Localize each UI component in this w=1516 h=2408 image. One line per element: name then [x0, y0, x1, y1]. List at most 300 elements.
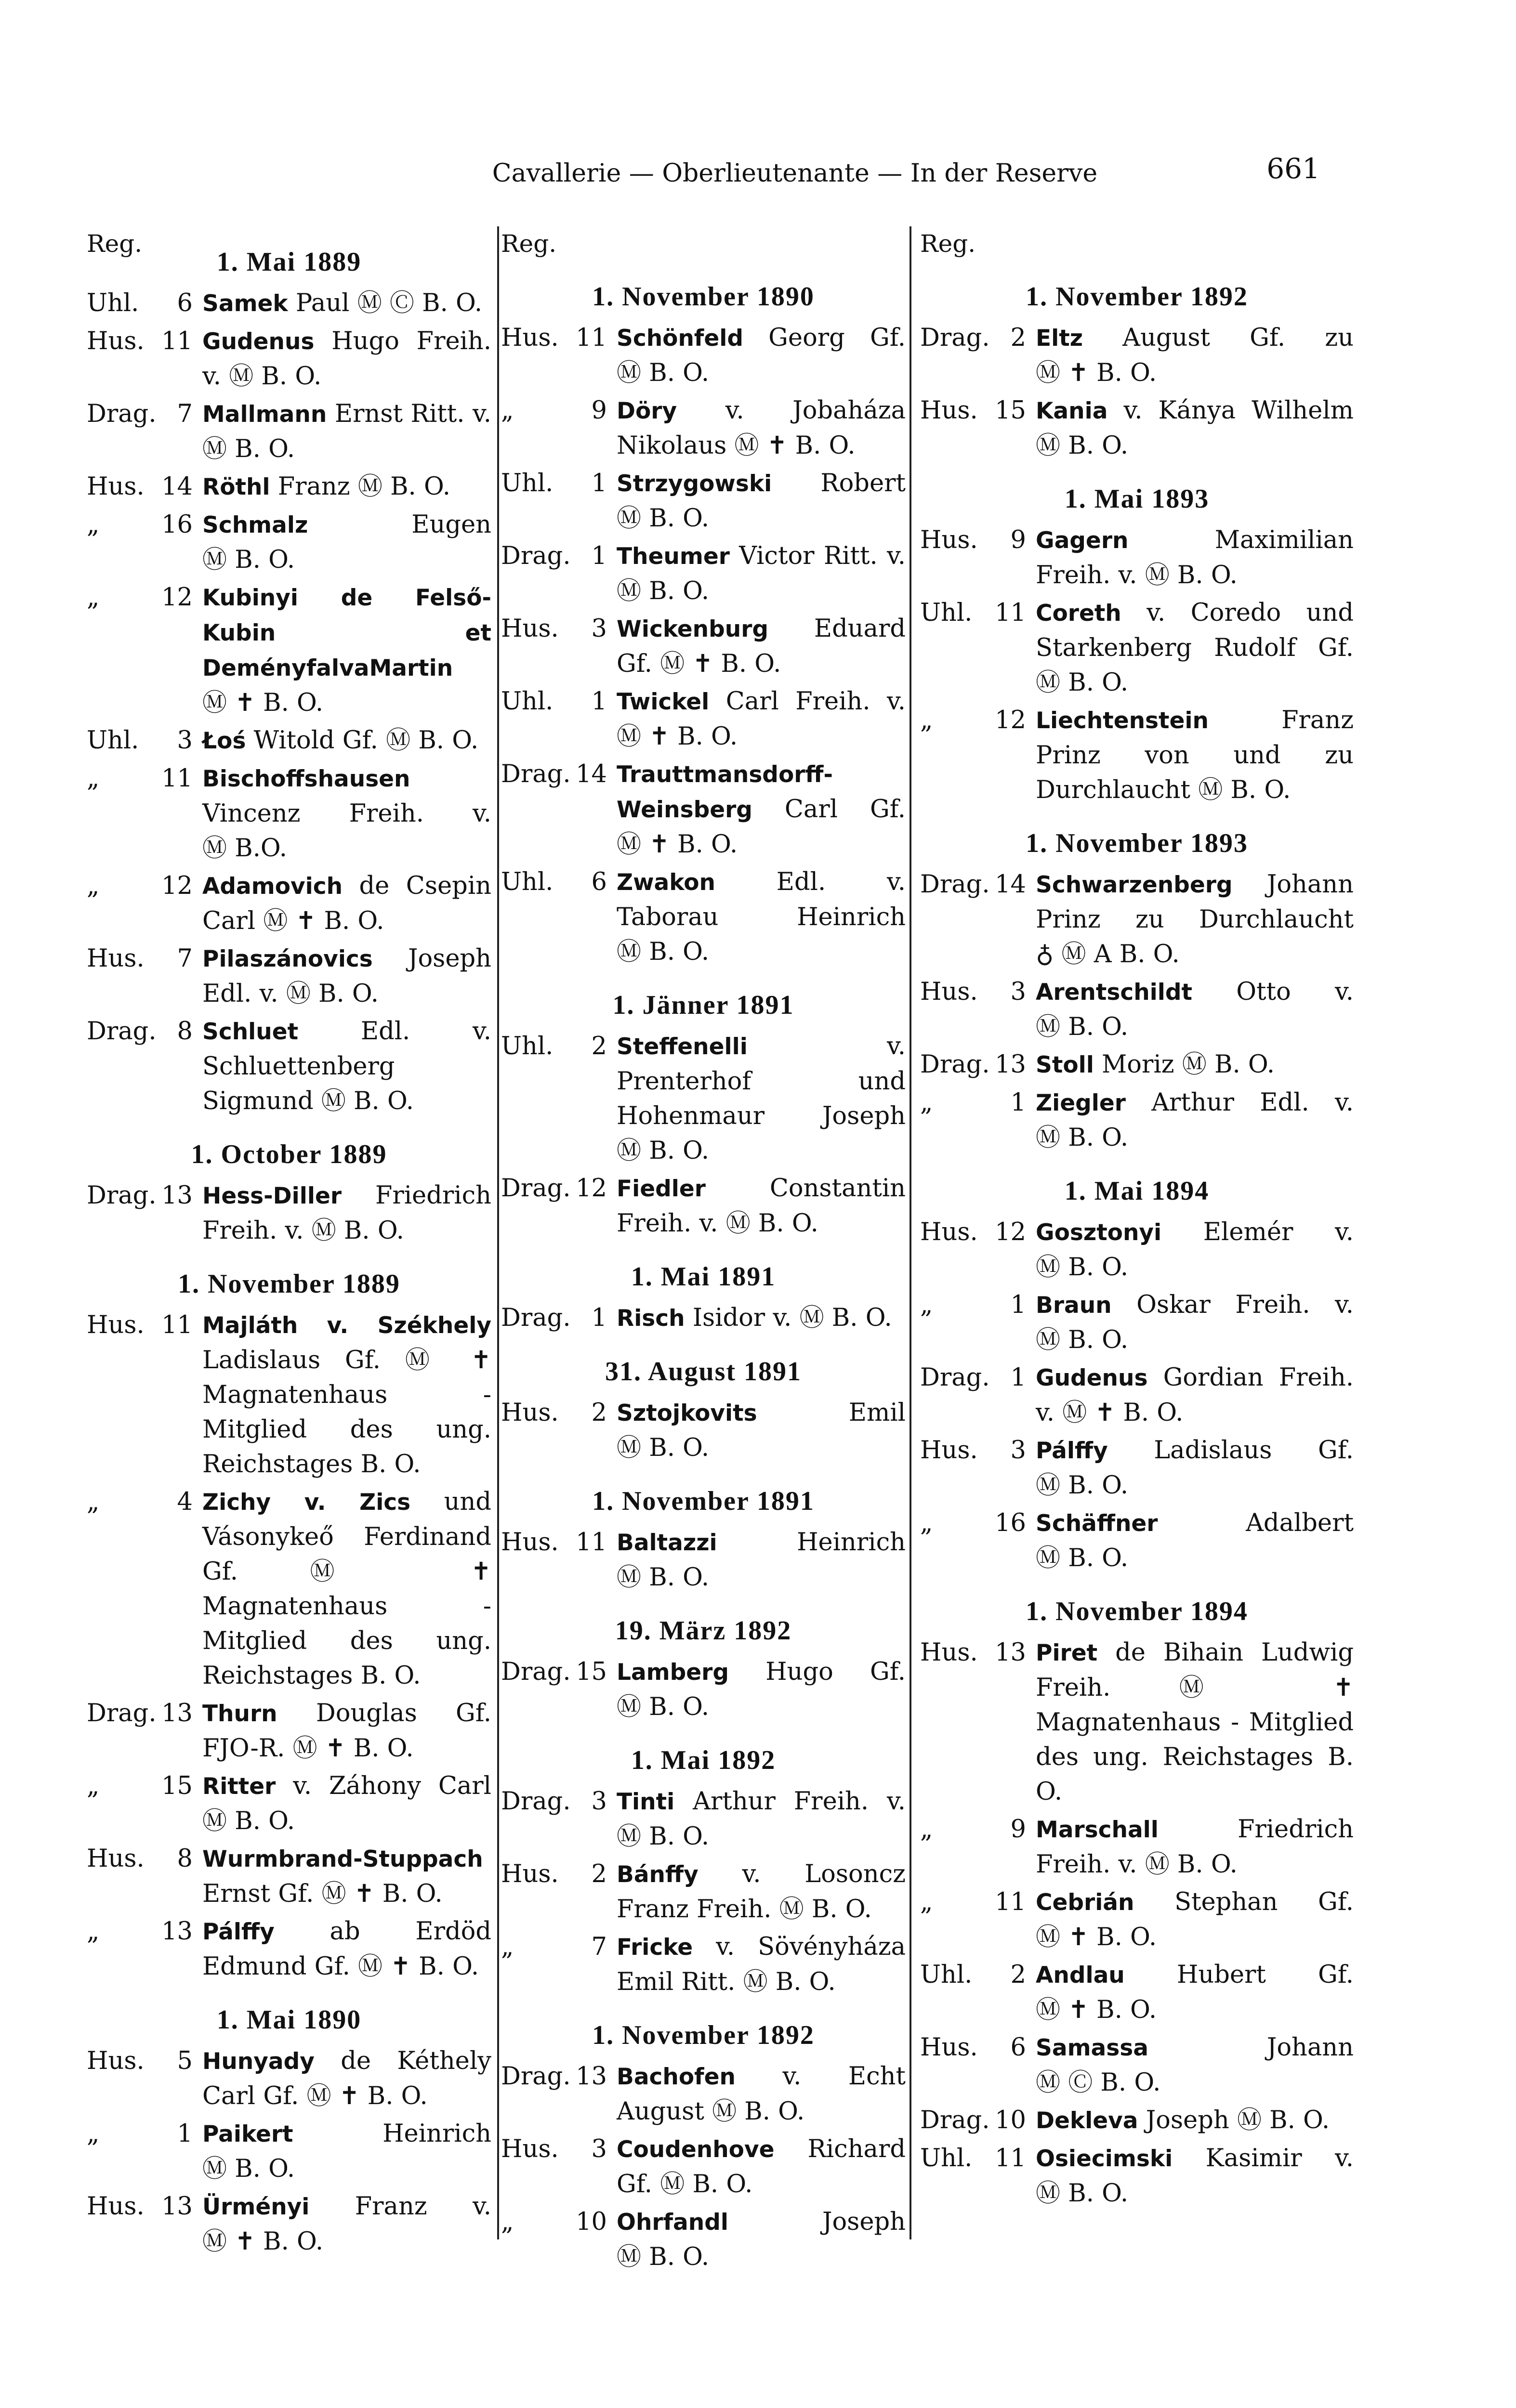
decorations-and-notes: Ⓜ B. O.: [202, 2155, 295, 2183]
officer-given-names: August Gf. zu: [1122, 324, 1354, 352]
officer-surname: Schluet: [202, 1019, 299, 1045]
decorations-and-notes: Ⓜ ✝ B. O.: [660, 650, 781, 678]
officer-given-names: Joseph: [1146, 2106, 1229, 2134]
date-heading: 1. Mai 1890: [216, 2005, 362, 2035]
officer-entry: [87, 2117, 491, 2186]
reg-column-label: Reg.: [920, 230, 976, 258]
regiment-branch: Uhl.: [920, 599, 973, 627]
officer-entry: [87, 580, 491, 720]
officer-given-names: Oskar Freih. v.: [1136, 1291, 1354, 1319]
officer-given-names: Ladislaus Gf.: [202, 1346, 381, 1374]
officer-surname: Zwakon: [617, 869, 715, 896]
officer-surname: Schäffner: [1036, 1510, 1158, 1537]
regiment-number: 13: [161, 2192, 193, 2221]
decorations-and-notes: Ⓜ B. O.: [725, 1209, 818, 1238]
regiment-branch: „: [920, 706, 933, 734]
officer-given-names: Edl. v. Taborau Heinrich: [617, 868, 906, 931]
officer-entry: [501, 1857, 906, 1927]
regiment-branch: „: [87, 872, 100, 900]
officer-entry: [920, 2030, 1354, 2100]
officer-surname: Twickel: [617, 689, 710, 715]
officer-entry: [87, 470, 491, 505]
decorations-and-notes: Ⓜ B. O.: [617, 1563, 710, 1592]
regiment-branch: „: [87, 1488, 100, 1516]
officer-entry: [920, 596, 1354, 700]
decorations-and-notes: Ⓜ B. O.: [799, 1304, 892, 1332]
regiment-branch: Uhl.: [920, 1961, 973, 1989]
officer-entry: [501, 393, 906, 463]
regiment-number: 6: [177, 289, 193, 317]
regiment-branch: Drag.: [87, 400, 157, 428]
officer-entry: [87, 1308, 491, 1482]
regiment-branch: Drag.: [87, 1017, 157, 1046]
decorations-and-notes: Ⓜ ✝ B. O.: [202, 689, 324, 717]
decorations-and-notes: Ⓜ Ⓒ B. O.: [1036, 2068, 1161, 2097]
date-heading: 1. November 1892: [1026, 282, 1248, 312]
regiment-branch: Drag.: [501, 542, 571, 570]
regiment-branch: Hus.: [87, 472, 145, 501]
decorations-and-notes: Ⓜ B. O.: [743, 1968, 836, 1996]
officer-given-names: Hugo Gf.: [765, 1658, 906, 1686]
officer-entry: [87, 942, 491, 1011]
regiment-number: 13: [161, 1181, 193, 1210]
decorations-and-notes: Ⓜ ✝ B. O.: [1036, 1996, 1157, 2024]
date-heading: 19. März 1892: [615, 1616, 792, 1646]
column-1: [87, 226, 492, 2256]
regiment-number: 7: [177, 944, 193, 973]
regiment-number: 13: [161, 1699, 193, 1727]
officer-given-names: Heinrich: [382, 2120, 491, 2148]
regiment-number: 15: [161, 1772, 193, 1800]
officer-surname: Kania: [1036, 398, 1108, 424]
regiment-number: 15: [576, 1658, 607, 1686]
officer-given-names: Friedrich Freih. v.: [202, 1181, 491, 1245]
regiment-number: 11: [576, 1528, 607, 1557]
regiment-number: 2: [1010, 324, 1026, 352]
reg-column-label: Reg.: [87, 230, 143, 258]
officer-given-names: Victor Ritt. v.: [739, 542, 906, 570]
regiment-branch: Drag.: [920, 870, 990, 899]
officer-surname: Steffenelli: [617, 1034, 748, 1060]
regiment-branch: Hus.: [920, 1638, 978, 1667]
decorations-and-notes: Ⓜ B. O.: [617, 938, 710, 966]
date-heading: 1. November 1889: [178, 1269, 400, 1299]
officer-given-names: Carl Freih. v.: [725, 687, 906, 716]
officer-entry: [920, 1958, 1354, 2028]
officer-given-names: Hubert Gf.: [1176, 1961, 1354, 1989]
date-group: [501, 278, 906, 969]
officer-given-names: Kasimir v.: [1205, 2144, 1354, 2172]
decorations-and-notes: Ⓜ ✝ B. O.: [202, 2227, 324, 2256]
date-heading: 1. November 1890: [592, 282, 815, 312]
regiment-branch: Hus.: [87, 1311, 145, 1339]
decorations-and-notes: Ⓜ ✝ B. O.: [358, 1952, 479, 1981]
regiment-branch: Hus.: [920, 978, 978, 1006]
regiment-number: 13: [995, 1638, 1026, 1667]
regiment-branch: Hus.: [920, 396, 978, 425]
officer-surname: Ziegler: [1036, 1090, 1126, 1116]
decorations-and-notes: Ⓜ B. O.: [202, 1807, 295, 1835]
regiment-number: 3: [591, 1787, 607, 1816]
officer-given-names: Johann: [1266, 2033, 1354, 2062]
regiment-number: 11: [161, 327, 193, 355]
decorations-and-notes: Ⓜ B. O.: [1036, 432, 1129, 460]
regiment-branch: Hus.: [920, 1436, 978, 1465]
regiment-branch: „: [87, 764, 100, 793]
decorations-and-notes: Ⓜ ✝ B. O.: [306, 2082, 428, 2110]
officer-given-names: Douglas Gf. FJO-R.: [202, 1699, 492, 1763]
regiment-branch: Drag.: [501, 1658, 571, 1686]
officer-given-names: und Vásonykeő Ferdinand Gf.: [202, 1488, 492, 1586]
officer-surname: Hunyady: [202, 2048, 315, 2075]
officer-given-names: Moriz: [1102, 1050, 1174, 1079]
officer-given-names: Isidor v.: [692, 1304, 792, 1332]
date-group: [501, 2017, 906, 2275]
officer-surname: Cebrián: [1036, 1889, 1134, 1916]
decorations-and-notes: Ⓜ B. O.: [202, 435, 295, 463]
officer-given-names: Hugo Freih. v.: [202, 327, 491, 391]
decorations-and-notes: Ⓜ B. O.: [617, 1693, 710, 1721]
officer-given-names: Robert: [820, 469, 906, 497]
officer-entry: [87, 397, 491, 467]
regiment-number: 9: [1010, 526, 1026, 554]
regiment-number: 13: [576, 2062, 607, 2091]
officer-entry: [501, 757, 906, 862]
decorations-and-notes: Ⓜ ✝ B. O.: [263, 907, 384, 935]
officer-surname: Paikert: [202, 2121, 293, 2147]
officer-entry: [501, 1029, 906, 1168]
decorations-and-notes: Ⓜ B. O.: [1182, 1050, 1275, 1079]
officer-given-names: Heinrich: [797, 1528, 906, 1557]
regiment-number: 1: [591, 1304, 607, 1332]
officer-surname: Mallmann: [202, 401, 327, 428]
officer-entry: [87, 1914, 491, 1984]
decorations-and-notes: Ⓜ ✝ B. O.: [1062, 1399, 1184, 1427]
officer-given-names: Constantin Freih. v.: [617, 1174, 906, 1238]
regiment-branch: Drag.: [501, 1787, 571, 1816]
officer-given-names: Georg Gf.: [768, 324, 906, 352]
officer-surname: Stoll: [1036, 1052, 1094, 1078]
officer-entry: [501, 1655, 906, 1725]
regiment-branch: „: [920, 1291, 933, 1319]
regiment-number: 6: [1010, 2033, 1026, 2062]
officer-entry: [87, 1485, 491, 1693]
officer-given-names: de Csepin Carl: [202, 872, 491, 935]
officer-entry: [501, 1525, 906, 1595]
officer-surname: Łoś: [202, 728, 246, 754]
date-heading: 1. Mai 1892: [631, 1745, 776, 1775]
decorations-and-notes: Ⓜ B. O.: [1036, 2179, 1129, 2208]
officer-surname: Bischoffshausen: [202, 766, 410, 792]
officer-surname: Fricke: [617, 1934, 693, 1961]
decorations-and-notes: Ⓜ B. O.: [1036, 1326, 1129, 1354]
officer-surname: Wickenburg: [617, 616, 769, 642]
regiment-number: 2: [591, 1860, 607, 1888]
decorations-and-notes: Ⓜ B. O.: [321, 1087, 414, 1115]
officer-surname: Schwarzenberg: [1036, 872, 1233, 898]
regiment-number: 2: [591, 1399, 607, 1427]
officer-given-names: v. Jobaháza Nikolaus: [617, 396, 906, 460]
officer-entry: [501, 1930, 906, 2000]
regiment-branch: Drag.: [501, 760, 571, 788]
decorations-and-notes: Ⓜ B. O.: [1036, 668, 1129, 697]
officer-surname: Hess-Diller: [202, 1183, 342, 1209]
regiment-number: 12: [576, 1174, 607, 1203]
regiment-number: 3: [1010, 1436, 1026, 1465]
officer-surname: Schönfeld: [617, 325, 743, 352]
decorations-and-notes: Ⓜ ✝ B. O.: [321, 1880, 443, 1908]
officer-entry: [87, 1696, 491, 1766]
officer-surname: Piret: [1036, 1640, 1098, 1666]
officer-given-names: Eduard Gf.: [617, 615, 906, 678]
regiment-number: 2: [1010, 1961, 1026, 1989]
regiment-branch: „: [501, 1933, 514, 1961]
regiment-branch: Hus.: [920, 2033, 978, 2062]
officer-given-names: Johann Prinz zu Durchlaucht: [1036, 870, 1354, 934]
officer-entry: [501, 2132, 906, 2202]
officer-surname: Braun: [1036, 1292, 1112, 1319]
officer-surname: Adamovich: [202, 873, 343, 900]
regiment-branch: Drag.: [87, 1181, 157, 1210]
officer-entry: [920, 393, 1354, 463]
date-group: [501, 1483, 906, 1595]
regiment-number: 1: [1010, 1088, 1026, 1117]
officer-surname: Bánffy: [617, 1861, 699, 1888]
decorations-and-notes: Ⓜ B. O.: [1036, 1253, 1129, 1282]
officer-entry: [920, 2103, 1354, 2138]
regiment-number: 8: [177, 1845, 193, 1873]
regiment-branch: Uhl.: [501, 687, 554, 716]
regiment-number: 2: [591, 1032, 607, 1060]
officer-entry: [87, 1178, 491, 1248]
regiment-branch: Hus.: [501, 2135, 559, 2163]
officer-given-names: v. Záhony Carl: [293, 1772, 491, 1800]
regiment-number: 11: [995, 1888, 1026, 1916]
officer-given-names: de Kéthely Carl Gf.: [202, 2047, 491, 2110]
officer-entry: [87, 761, 491, 866]
officer-surname: Coreth: [1036, 600, 1121, 627]
date-group: [501, 1742, 906, 2000]
decorations-and-notes: Ⓜ B. O.: [617, 2243, 710, 2271]
officer-entry: [501, 466, 906, 536]
regiment-number: 1: [591, 687, 607, 716]
date-heading: 31. August 1891: [605, 1357, 802, 1387]
regiment-branch: Hus.: [920, 1218, 978, 1246]
regiment-number: 12: [995, 1218, 1026, 1246]
decorations-and-notes: Ⓜ ✝ Magnatenhaus - Mitglied des ung. Reichstages B. O.: [1036, 1674, 1354, 1806]
regiment-number: 14: [995, 870, 1026, 899]
regiment-number: 1: [591, 469, 607, 497]
decorations-and-notes: Ⓜ ✝ B. O.: [292, 1734, 414, 1763]
officer-given-names: Elemér v.: [1203, 1218, 1354, 1246]
officer-given-names: Arthur Edl. v.: [1151, 1088, 1354, 1117]
date-group: [501, 1612, 906, 1725]
date-group: [87, 1136, 491, 1248]
date-heading: 1. Jänner 1891: [612, 990, 794, 1020]
date-group: [920, 1173, 1354, 1576]
regiment-branch: „: [87, 583, 100, 612]
regiment-number: 9: [591, 396, 607, 425]
date-heading: 1. Mai 1894: [1064, 1176, 1210, 1206]
officer-surname: Ohrfandl: [617, 2209, 728, 2236]
regiment-branch: Hus.: [87, 327, 145, 355]
officer-surname: Gudenus: [202, 328, 315, 355]
officer-entry: [920, 321, 1354, 391]
regiment-branch: Drag.: [501, 1304, 571, 1332]
regiment-branch: Hus.: [501, 1399, 559, 1427]
regiment-branch: Hus.: [501, 615, 559, 643]
officer-entry: [501, 865, 906, 969]
decorations-and-notes: Ⓜ ✝ B. O.: [617, 830, 738, 859]
regiment-number: 16: [995, 1509, 1026, 1537]
officer-given-names: ab Erdöd Edmund Gf.: [202, 1917, 492, 1981]
officer-surname: Trauttmansdorff-Weinsberg: [617, 761, 833, 823]
regiment-branch: „: [920, 1815, 933, 1844]
regiment-branch: „: [87, 2120, 100, 2148]
officer-given-names: Edl. v. Schluettenberg Sigmund: [202, 1017, 491, 1115]
regiment-branch: „: [920, 1509, 933, 1537]
officer-surname: Strzygowski: [617, 471, 772, 497]
regiment-number: 8: [177, 1017, 193, 1046]
decorations-and-notes: Ⓜ B. O.: [286, 980, 379, 1008]
decorations-and-notes: Ⓜ B. O.: [229, 362, 322, 391]
officer-given-names: de Bihain Ludwig Freih.: [1036, 1638, 1354, 1702]
officer-surname: Marschall: [1036, 1817, 1159, 1843]
date-group: [501, 1258, 906, 1336]
officer-given-names: Maximilian Freih. v.: [1036, 526, 1354, 589]
regiment-number: 11: [161, 1311, 193, 1339]
regiment-number: 9: [1010, 1815, 1026, 1844]
decorations-and-notes: Ⓜ B. O.: [617, 359, 710, 387]
regiment-branch: Drag.: [920, 2106, 990, 2134]
officer-given-names: Franz: [277, 472, 350, 501]
officer-entry: [920, 1047, 1354, 1083]
officer-entry: [920, 1506, 1354, 1576]
column-divider: [910, 226, 911, 2239]
date-heading: 1. November 1892: [592, 2020, 815, 2050]
page-number: 661: [1266, 152, 1320, 185]
officer-entry: [920, 2141, 1354, 2211]
officer-given-names: Vincenz Freih. v.: [202, 799, 491, 828]
decorations-and-notes: Ⓜ B. O.: [386, 726, 479, 755]
officer-given-names: Richard Gf.: [617, 2135, 906, 2199]
officer-surname: Dekleva: [1036, 2107, 1138, 2134]
regiment-number: 12: [995, 706, 1026, 734]
regiment-number: 4: [177, 1488, 193, 1516]
decorations-and-notes: Ⓜ B. O.: [617, 504, 710, 533]
officer-given-names: Ladislaus Gf.: [1154, 1436, 1354, 1465]
officer-given-names: v. Echt August: [617, 2062, 906, 2126]
decorations-and-notes: ♁ Ⓜ A B. O.: [1036, 940, 1180, 968]
regiment-branch: „: [87, 510, 100, 539]
officer-given-names: v. Coredo und Starkenberg Rudolf Gf.: [1036, 599, 1354, 662]
officer-entry: [501, 1301, 906, 1336]
officer-entry: [87, 1769, 491, 1839]
officer-entry: [501, 1171, 906, 1241]
decorations-and-notes: Ⓜ ✝ B. O.: [1036, 1923, 1157, 1951]
regiment-branch: Drag.: [501, 2062, 571, 2091]
date-heading: 1. November 1891: [592, 1486, 815, 1516]
regiment-branch: Hus.: [87, 2192, 145, 2221]
column-divider: [497, 226, 499, 2239]
officer-given-names: v. Losoncz Franz Freih.: [617, 1860, 906, 1924]
officer-given-names: v. Prenterhof und Hohenmaur Joseph: [617, 1032, 906, 1130]
officer-given-names: Emil: [848, 1399, 906, 1427]
officer-surname: Lamberg: [617, 1659, 729, 1686]
regiment-branch: Uhl.: [501, 1032, 554, 1060]
decorations-and-notes: Ⓜ ✝ Magnatenhaus - Mitglied des ung. Reichstages B. O.: [202, 1346, 491, 1479]
decorations-and-notes: Ⓜ ✝ B. O.: [617, 722, 738, 751]
officer-surname: Baltazzi: [617, 1530, 717, 1556]
officer-surname: Pálffy: [1036, 1438, 1108, 1464]
officer-surname: Gosztonyi: [1036, 1219, 1162, 1246]
officer-given-names: Franz v.: [355, 2192, 492, 2221]
officer-surname: Kubinyi de Felső-Kubin et DeményfalvaMartin: [202, 585, 491, 681]
officer-entry: [920, 1361, 1354, 1430]
officer-surname: Samek: [202, 290, 288, 317]
regiment-number: 3: [177, 726, 193, 755]
date-group: [501, 1353, 906, 1466]
regiment-number: 1: [591, 542, 607, 570]
officer-surname: Gudenus: [1036, 1365, 1148, 1391]
decorations-and-notes: Ⓜ B. O.: [617, 1434, 710, 1462]
regiment-branch: „: [87, 1772, 100, 1800]
decorations-and-notes: Ⓜ B.O.: [202, 834, 287, 863]
officer-surname: Risch: [617, 1305, 685, 1332]
officer-entry: [87, 723, 491, 759]
decorations-and-notes: Ⓜ B. O.: [660, 2170, 753, 2199]
regiment-branch: „: [87, 1917, 100, 1946]
officer-entry: [87, 286, 491, 321]
officer-entry: [87, 1842, 491, 1911]
officer-surname: Gagern: [1036, 527, 1129, 554]
regiment-number: 6: [591, 868, 607, 896]
officer-given-names: Carl Gf.: [784, 795, 906, 824]
officer-surname: Majláth v. Székhely: [202, 1312, 491, 1339]
date-group: [920, 481, 1354, 808]
regiment-number: 11: [161, 764, 193, 793]
decorations-and-notes: Ⓜ B. O.: [1036, 1471, 1129, 1500]
officer-surname: Osiecimski: [1036, 2146, 1173, 2172]
officer-given-names: Joseph: [822, 2208, 906, 2236]
regiment-number: 1: [1010, 1363, 1026, 1392]
regiment-branch: „: [920, 1888, 933, 1916]
date-heading: 1. Mai 1889: [216, 247, 362, 277]
officer-surname: Eltz: [1036, 325, 1083, 352]
officer-entry: [501, 1784, 906, 1854]
officer-entry: [501, 684, 906, 754]
decorations-and-notes: Ⓜ B. O.: [779, 1895, 872, 1924]
officer-entry: [920, 975, 1354, 1045]
officer-surname: Pilaszánovics: [202, 946, 373, 972]
date-heading: 1. Mai 1891: [631, 1262, 776, 1292]
officer-entry: [501, 2205, 906, 2275]
officer-given-names: Stephan Gf.: [1174, 1888, 1354, 1916]
regiment-number: 7: [177, 400, 193, 428]
regiment-branch: Hus.: [920, 526, 978, 554]
regiment-number: 12: [161, 583, 193, 612]
officer-given-names: Adalbert: [1246, 1509, 1354, 1537]
officer-given-names: v. Sövényháza Emil Ritt.: [617, 1933, 906, 1996]
regiment-branch: Hus.: [501, 1860, 559, 1888]
officer-entry: [87, 324, 491, 394]
decorations-and-notes: Ⓜ ✝ Magnatenhaus - Mitglied des ung. Reichstages B. O.: [202, 1557, 491, 1690]
officer-surname: Fiedler: [617, 1176, 706, 1202]
officer-surname: Liechtenstein: [1036, 707, 1209, 734]
officer-surname: Tinti: [617, 1789, 675, 1815]
regiment-branch: „: [501, 2208, 514, 2236]
decorations-and-notes: Ⓜ B. O.: [617, 577, 710, 605]
